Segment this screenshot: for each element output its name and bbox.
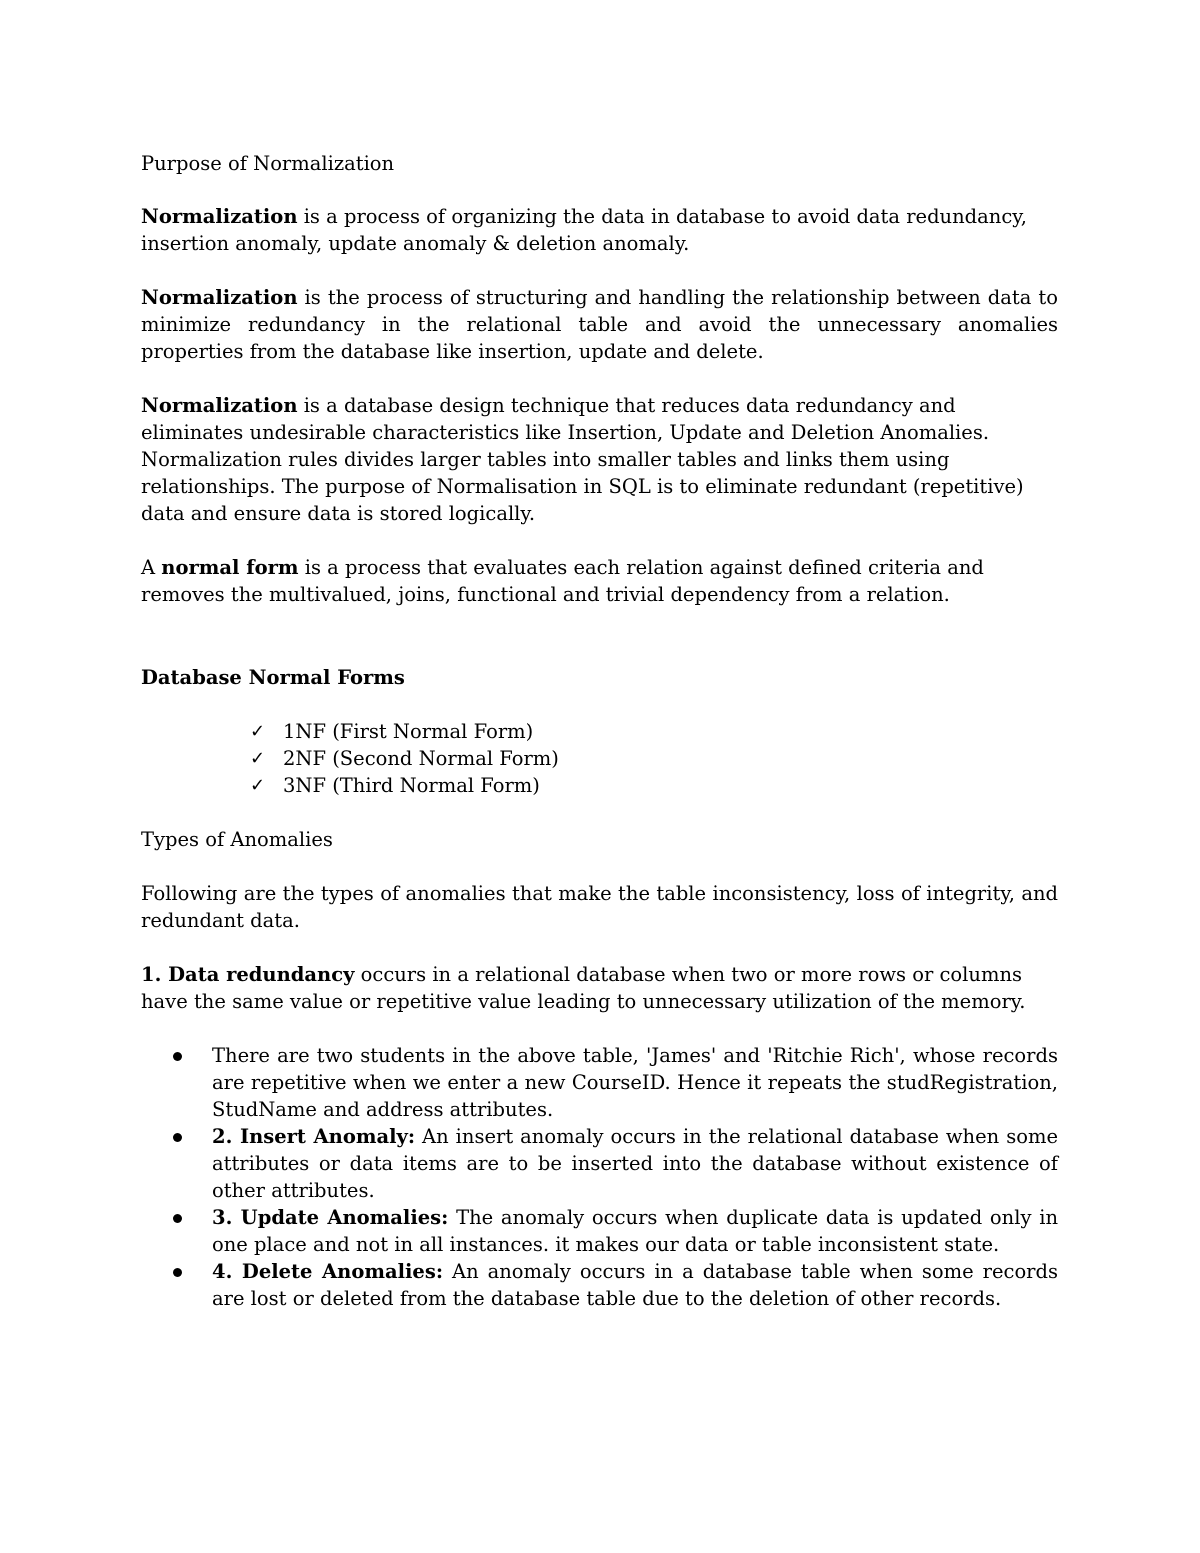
definition-1 <box>141 203 1058 257</box>
definition-2-term: Normalization <box>141 286 298 309</box>
definition-3-text: is a database design technique that reduces data redundancy and eliminates undesirable characteristics like Insertion, Update and Deletion Anomalies. Normalization rules divides larger tables into smaller tables and links them using relationships. The purpose of Normalisation in SQL is to eliminate redundant (repetitive) data and ensure data is stored logically. <box>141 394 1024 525</box>
list-item: ✓ 2NF (Second Normal Form) <box>250 747 559 770</box>
definition-3-term: Normalization <box>141 394 298 417</box>
list-item: ✓ 1NF (First Normal Form) <box>250 720 534 743</box>
checkmark-icon: ✓ <box>250 748 266 769</box>
bullet-icon <box>173 1133 182 1142</box>
definition-1-term: Normalization <box>141 205 298 228</box>
definition-4-term: normal form <box>161 556 299 579</box>
definition-3 <box>141 392 1058 527</box>
list-item: 4. Delete Anomalies: An anomaly occurs in a database table when some records are lost or deleted from the database table due to the deletion of other records. <box>171 1258 1058 1312</box>
normal-forms-title: Database Normal Forms <box>141 666 405 689</box>
definition-4-prefix: A <box>141 556 162 579</box>
data-redundancy-paragraph <box>141 961 1058 1015</box>
page-title: Purpose of Normalization <box>141 152 395 175</box>
checkmark-icon: ✓ <box>250 721 266 742</box>
definition-1-text: is a process of organizing the data in database to avoid data redundancy, insertion anomaly, update anomaly & deletion anomaly. <box>141 205 1027 255</box>
definition-4 <box>141 554 1058 608</box>
data-redundancy-text: occurs in a relational database when two or more rows or columns have the same value or repetitive value leading to unnecessary utilization of the memory. <box>141 963 1026 1013</box>
list-item: 3. Update Anomalies: The anomaly occurs when duplicate data is updated only in one place and not in all instances. it makes our data or table inconsistent state. <box>171 1204 1058 1258</box>
normal-forms-list <box>141 718 1058 799</box>
anomalies-title: Types of Anomalies <box>141 828 333 851</box>
list-item: ✓ 3NF (Third Normal Form) <box>250 774 540 797</box>
checkmark-icon: ✓ <box>250 775 266 796</box>
list-item: There are two students in the above table, 'James' and 'Ritchie Rich', whose records are repetitive when we enter a new CourseID. Hence it repeats the studRegistration, StudName and address attributes. <box>171 1042 1058 1123</box>
anomalies-list <box>141 1042 1058 1312</box>
definition-2 <box>141 284 1058 365</box>
bullet-icon <box>173 1052 182 1061</box>
bullet-icon <box>173 1268 182 1277</box>
data-redundancy-term: 1. Data redundancy <box>141 963 355 986</box>
anomalies-intro: Following are the types of anomalies that make the table inconsistency, loss of integrity, and redundant data. <box>141 882 1058 932</box>
list-item: 2. Insert Anomaly: An insert anomaly occurs in the relational database when some attributes or data items are to be inserted into the database without existence of other attributes. <box>171 1123 1058 1204</box>
definition-4-text: is a process that evaluates each relation against defined criteria and removes the multivalued, joins, functional and trivial dependency from a relation. <box>141 556 984 606</box>
definition-2-text: is the process of structuring and handling the relationship between data to minimize redundancy in the relational table and avoid the unnecessary anomalies properties from the database like insertion, update and delete. <box>141 286 1058 363</box>
bullet-icon <box>173 1214 182 1223</box>
